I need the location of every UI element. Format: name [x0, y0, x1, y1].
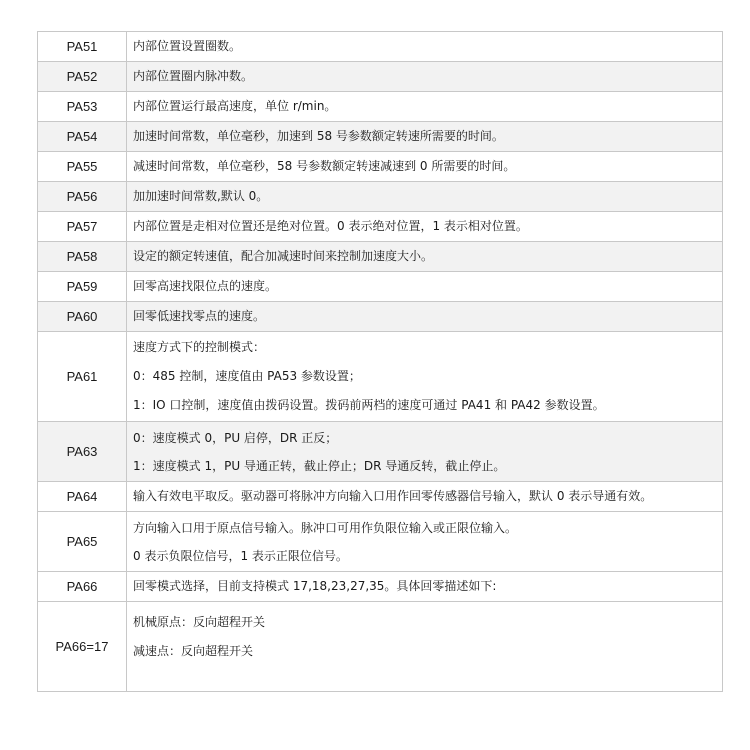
table-row: [38, 32, 723, 62]
table-row: [38, 62, 723, 92]
description-line: 速度方式下的控制模式：: [133, 340, 266, 354]
param-description: [127, 512, 723, 572]
table-row: [38, 572, 723, 602]
param-description: [127, 572, 723, 602]
description-line: 减速时间常数，单位毫秒，58 号参数额定转速减速到 0 所需要的时间。: [133, 159, 516, 174]
param-code: PA65: [38, 512, 127, 572]
description-line: 加加速时间常数,默认 0。: [133, 189, 269, 204]
table-row: [38, 152, 723, 182]
description-line: 减速点：反向超程开关: [133, 644, 254, 658]
param-description: [127, 422, 723, 482]
param-description: [127, 212, 723, 242]
param-description: [127, 32, 723, 62]
param-description: [127, 122, 723, 152]
description-line: 机械原点：反向超程开关: [133, 615, 266, 629]
param-code: PA56: [38, 182, 127, 212]
table-row: [38, 482, 723, 512]
description-line: 回零高速找限位点的速度。: [133, 279, 278, 294]
param-description: [127, 272, 723, 302]
description-line: 0：速度模式 0，PU 启停，DR 正反；: [133, 430, 338, 445]
param-code: PA54: [38, 122, 127, 152]
table-row: [38, 332, 723, 422]
param-code: PA59: [38, 272, 127, 302]
table-row: [38, 242, 723, 272]
table-row: [38, 182, 723, 212]
table-row: [38, 272, 723, 302]
description-line: 方向输入口用于原点信号输入。脉冲口可用作负限位输入或正限位输入。: [133, 520, 518, 535]
param-code: PA61: [38, 332, 127, 422]
description-line: 输入有效电平取反。驱动器可将脉冲方向输入口用作回零传感器信号输入，默认 0 表示导通有效。: [133, 489, 653, 504]
description-line: 内部位置圈内脉冲数。: [133, 69, 254, 84]
param-description: [127, 332, 723, 422]
description-line: 内部位置是走相对位置还是绝对位置。0 表示绝对位置，1 表示相对位置。: [133, 219, 528, 234]
description-line: 内部位置设置圈数。: [133, 39, 242, 54]
param-code: PA55: [38, 152, 127, 182]
table-row: [38, 92, 723, 122]
param-code: PA53: [38, 92, 127, 122]
table-row: [38, 512, 723, 572]
description-line: 0 表示负限位信号，1 表示正限位信号。: [133, 548, 348, 563]
description-line: 设定的额定转速值，配合加减速时间来控制加速度大小。: [133, 249, 434, 264]
param-description: [127, 152, 723, 182]
param-code: PA63: [38, 422, 127, 482]
table-row: [38, 422, 723, 482]
param-description: [127, 182, 723, 212]
table-row: [38, 212, 723, 242]
param-code: PA60: [38, 302, 127, 332]
table-row: [38, 122, 723, 152]
description-line: 1：速度模式 1，PU 导通正转，截止停止；DR 导通反转，截止停止。: [133, 458, 506, 473]
param-description: [127, 482, 723, 512]
param-description: [127, 62, 723, 92]
parameter-table: [37, 31, 723, 692]
param-description: [127, 92, 723, 122]
description-line: 回零低速找零点的速度。: [133, 309, 266, 324]
param-description: [127, 302, 723, 332]
param-code: PA66: [38, 572, 127, 602]
param-code: PA57: [38, 212, 127, 242]
description-line: 1：IO 口控制，速度值由拨码设置。拨码前两档的速度可通过 PA41 和 PA42 参数设置。: [133, 398, 605, 412]
param-description: [127, 602, 723, 692]
param-code: PA58: [38, 242, 127, 272]
description-line: 0：485 控制，速度值由 PA53 参数设置；: [133, 369, 361, 383]
description-line: 内部位置运行最高速度，单位 r/min。: [133, 99, 337, 114]
table-row: [38, 602, 723, 692]
description-line: 回零模式选择，目前支持模式 17,18,23,27,35。具体回零描述如下:: [133, 579, 497, 594]
param-code: PA52: [38, 62, 127, 92]
param-code: PA66=17: [38, 602, 127, 692]
param-code: PA51: [38, 32, 127, 62]
param-description: [127, 242, 723, 272]
description-line: 加速时间常数，单位毫秒，加速到 58 号参数额定转速所需要的时间。: [133, 129, 504, 144]
table-row: [38, 302, 723, 332]
param-code: PA64: [38, 482, 127, 512]
parameter-table-container: [37, 31, 723, 692]
